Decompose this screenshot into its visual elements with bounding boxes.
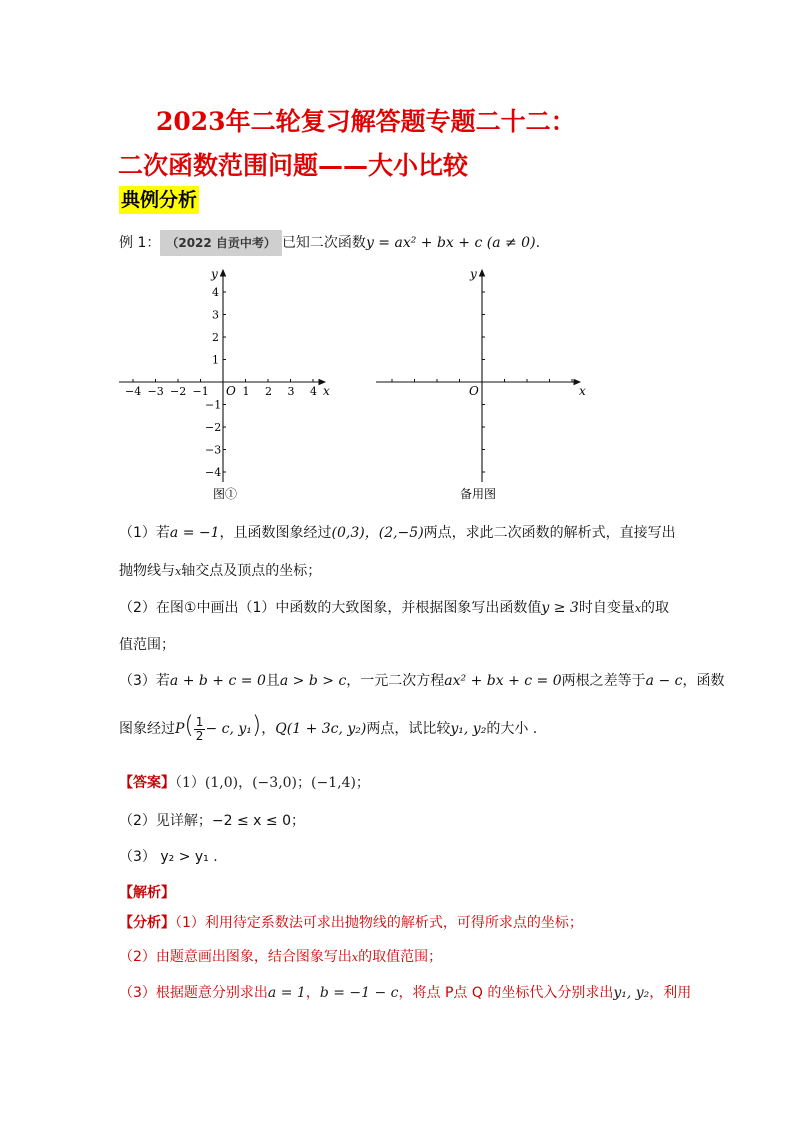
q1-text-c: 两点，求此二次函数的解析式，直接写出 xyxy=(423,525,676,541)
example-prefix: 例 1： xyxy=(119,235,161,251)
analysis-3-text-a: （3）根据题意分别求出 xyxy=(119,985,268,1001)
q3-math-3: ax² + bx + c = 0 xyxy=(444,673,562,689)
question-2-line-2: 值范围； xyxy=(119,637,175,653)
analysis-2-x: x xyxy=(351,951,359,964)
figure-1-coordinate-plane xyxy=(115,262,345,502)
y-tick-label: 4 xyxy=(212,286,219,299)
y-axis-label: y xyxy=(211,267,218,281)
analysis-label: 【解析】 xyxy=(119,885,175,901)
source-badge: （2022 自贡中考） xyxy=(160,230,282,256)
fenxi-label: 【分析】 xyxy=(119,915,175,931)
q3-text-f: 图象经过 xyxy=(119,721,175,737)
x-axis-label: x xyxy=(579,384,586,398)
q3-y-vars: y₁, y₂ xyxy=(450,721,487,737)
analysis-line-3 xyxy=(119,982,691,1004)
question-1-line-1 xyxy=(119,522,676,544)
y-tick-label: 3 xyxy=(212,308,219,322)
analysis-3-math-1: a = 1 xyxy=(267,985,306,1001)
fraction-numerator: 1 xyxy=(195,714,204,729)
x-tick-label: −4 xyxy=(125,385,142,398)
q3-math-2: a > b > c xyxy=(279,673,347,689)
x-tick-label: 3 xyxy=(287,385,295,398)
y-tick-label: −1 xyxy=(205,398,222,412)
answer-1: （1）(1,0)，(−3,0)；(−1,4)； xyxy=(175,775,370,791)
q2-text-a: （2）在图①中画出（1）中函数的大致图象，并根据图象写出函数值 xyxy=(119,600,542,616)
answer-label: 【答案】 xyxy=(119,775,175,791)
q3-text-a: （3）若 xyxy=(119,673,170,689)
q1-x-var: x xyxy=(175,565,182,578)
q3-text-d: 两根之差等于 xyxy=(561,673,646,689)
analysis-3-text-c: ，利用 xyxy=(649,985,692,1001)
analysis-line-2 xyxy=(119,946,442,969)
q3-text-g: 两点，试比较 xyxy=(366,721,451,737)
question-3-line-2: 图象经过P( $\frac{1}{2}$ − c, y₁)，Q(1 + 3c, y₂)两点，试比较y₁, y₂的大小 . xyxy=(119,711,538,743)
x-tick-label: 2 xyxy=(265,385,272,398)
example-line xyxy=(119,230,540,256)
point-p-tail: − c, y₁ xyxy=(205,721,252,737)
q2-math: y ≥ 3 xyxy=(541,600,579,616)
example-end: . xyxy=(535,235,541,251)
section-heading: 典例分析 xyxy=(119,186,199,214)
answer-line-2: （2）见详解；−2 ≤ x ≤ 0； xyxy=(119,813,305,829)
point-p-label: P xyxy=(175,721,185,737)
x-tick-label: 1 xyxy=(242,385,250,398)
q2-text-c: 的取 xyxy=(641,600,670,616)
analysis-2-text-a: （2）由题意画出图象，结合图象写出 xyxy=(119,949,352,965)
fraction-denominator: 2 xyxy=(195,728,204,743)
analysis-3-comma: ， xyxy=(305,985,320,1001)
title-line-2: 二次函数范围问题——大小比较 xyxy=(118,151,469,180)
function-formula: y = ax² + bx + c (a ≠ 0) xyxy=(365,235,536,251)
q1-text-e: 轴交点及顶点的坐标； xyxy=(181,563,322,579)
point-q: Q(1 + 3c, y₂) xyxy=(275,721,367,737)
x-tick-label: −2 xyxy=(170,385,187,398)
x-tick-label: 4 xyxy=(310,385,317,398)
q3-math-4: a − c xyxy=(645,673,683,689)
q3-comma: ， xyxy=(261,721,276,737)
y-tick-label: 2 xyxy=(212,331,219,344)
y-tick-label: −3 xyxy=(205,443,222,457)
answer-line-3: （3） y₂ > y₁ . xyxy=(119,849,218,865)
analysis-3-math-2: b = −1 − c xyxy=(319,985,399,1001)
analysis-3-text-b: ，将点 P点 Q 的坐标代入分别求出 xyxy=(398,985,614,1001)
figure-2-coordinate-plane xyxy=(372,262,597,502)
y-tick-label: 1 xyxy=(212,353,219,367)
x-tick-label: −3 xyxy=(147,385,164,398)
x-axis-label: x xyxy=(323,384,330,398)
q2-text-b: 时自变量 xyxy=(578,600,635,616)
origin-label: O xyxy=(226,384,236,398)
q1-text-d: 抛物线与 xyxy=(119,563,175,579)
analysis-2-text-b: 的取值范围； xyxy=(358,949,443,965)
page-title xyxy=(118,100,718,188)
q3-text-h: 的大小 . xyxy=(486,721,538,737)
q3-text-c: ，一元二次方程 xyxy=(346,673,445,689)
q1-points: (0,3)，(2,−5) xyxy=(331,525,424,541)
y-tick-label: −4 xyxy=(205,466,222,479)
example-intro: 已知二次函数 xyxy=(281,235,366,251)
q2-x-var: x xyxy=(634,602,642,615)
question-3-line-1 xyxy=(119,670,724,692)
x-tick-label: −1 xyxy=(192,385,209,398)
title-line-1: 2023年二轮复习解答题专题二十二： xyxy=(156,107,576,136)
question-1-line-2 xyxy=(119,560,321,583)
fraction-one-half xyxy=(194,716,206,743)
analysis-line-1 xyxy=(119,912,583,934)
analysis-3-math-3: y₁, y₂ xyxy=(613,985,650,1001)
figure-1-caption: 图① xyxy=(213,487,238,501)
origin-label: O xyxy=(469,384,479,398)
figure-2-caption: 备用图 xyxy=(460,487,497,501)
q1-math-a: a = −1 xyxy=(169,525,220,541)
y-tick-label: −2 xyxy=(205,421,222,434)
fenxi-text: （1）利用待定系数法可求出抛物线的解析式，可得所求点的坐标； xyxy=(175,915,583,931)
q1-text-a: （1）若 xyxy=(119,525,170,541)
q1-text-b: ，且函数图象经过 xyxy=(219,525,332,541)
question-2-line-1 xyxy=(119,597,669,620)
answer-line-1 xyxy=(119,772,370,794)
y-axis-label: y xyxy=(470,267,477,281)
q3-text-b: 且 xyxy=(265,673,280,689)
q3-math-1: a + b + c = 0 xyxy=(169,673,266,689)
q3-text-e: ，函数 xyxy=(682,673,725,689)
